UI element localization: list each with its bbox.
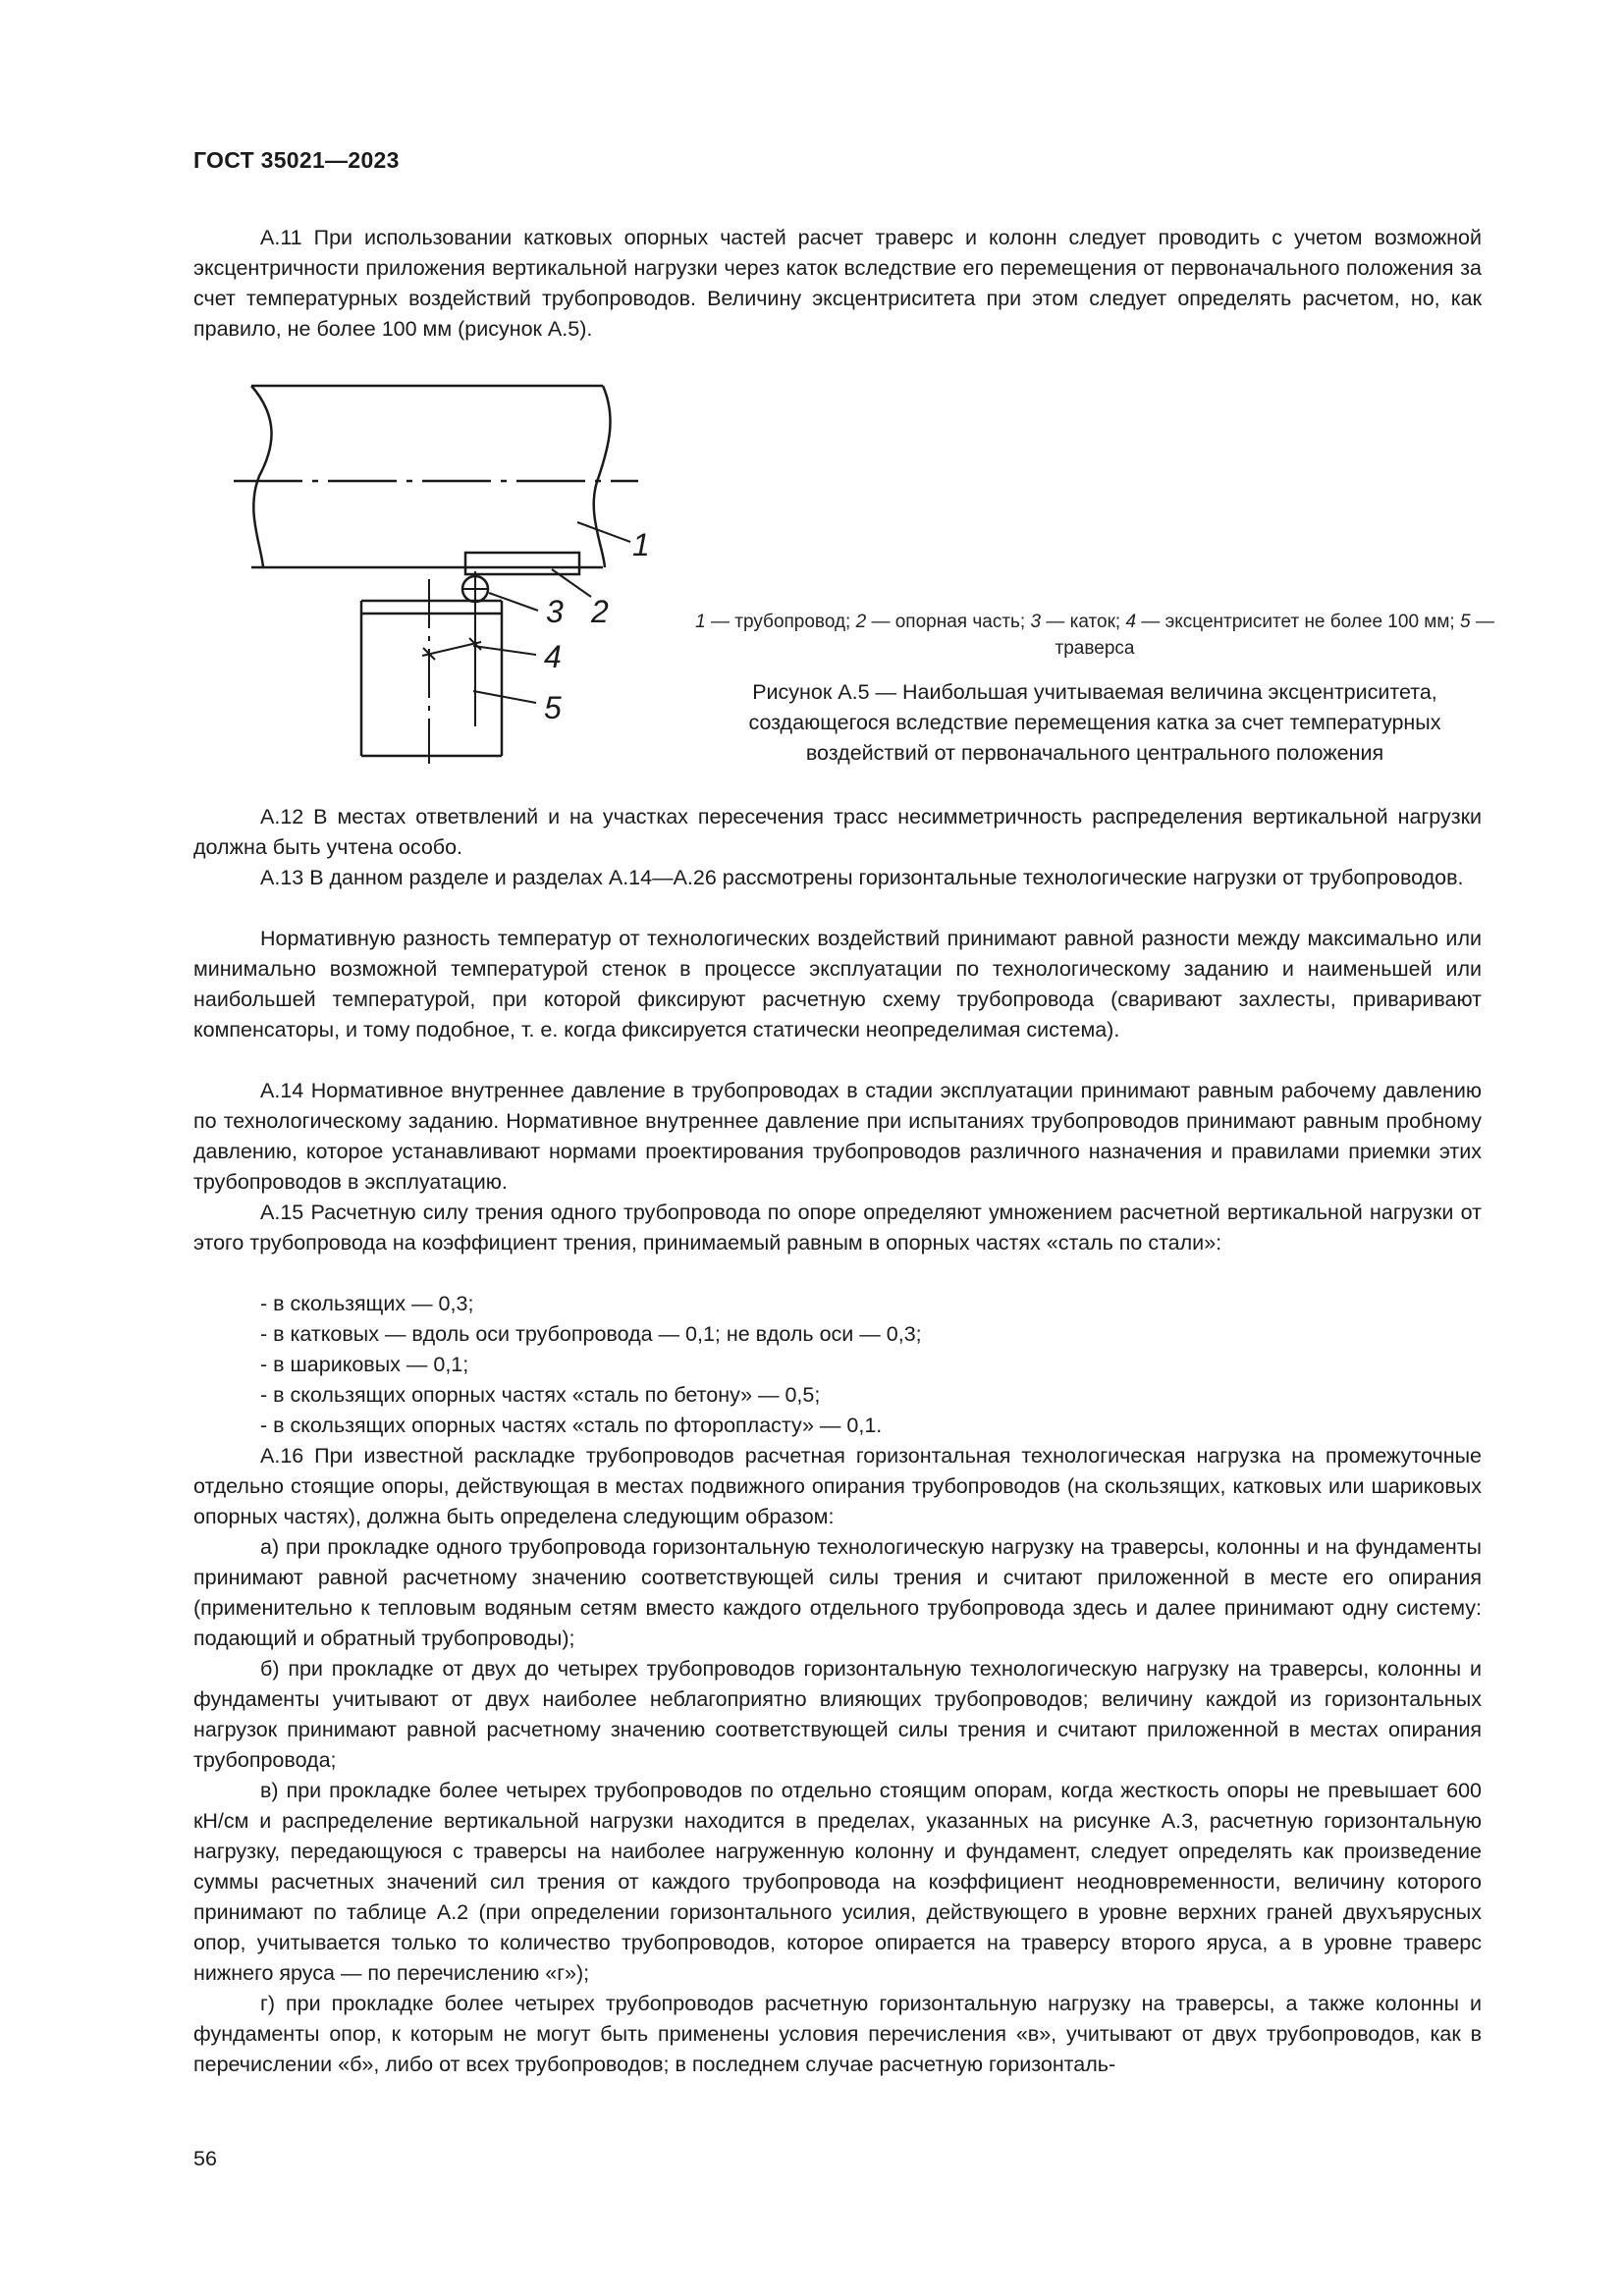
- eccentricity-dimension: [422, 642, 481, 656]
- paragraph-a16-a: а) при прокладке одного трубопровода горизонтальную технологическую нагрузку на траверсы, колонны и на фундаменты принимают равной расчетному значению соответствующей силы трения и считают приложенной в месте его опирания (применительно к тепловым водяным сетям вместо каждого отдельного трубопровода здесь и далее принимают одну систему: подающий и обратный трубопроводы);: [193, 1535, 1482, 1650]
- figure-label-3: 3: [546, 594, 564, 629]
- paragraph-a13: А.13 В данном разделе и разделах А.14—А.26 рассмотрены горизонтальные технологические нагрузки от трубопроводов.: [260, 866, 1464, 889]
- paragraph-a16-d: г) при прокладке более четырех трубопроводов расчетную горизонтальную нагрузку на траверсы, а также колонны и фундаменты опор, к которым не могут быть применены условия перечисления «в», учитывают от двух трубопроводов, как в перечислении «б», либо от всех трубопроводов; в последнем случае расчетную горизонталь-: [193, 1992, 1482, 2076]
- figure-legend: 1 — трубопровод; 2 — опорная часть; 3 — каток; 4 — эксцентриситет не более 100 мм; 5 — траверса: [695, 612, 1494, 659]
- paragraph-a16-b: б) при прокладке от двух до четырех трубопроводов горизонтальную технологическую нагрузку на траверсы, колонны и фундаменты учитывают от двух наиболее неблагоприятно влияющих трубопроводов; величину каждой из горизонтальных нагрузок принимают равной расчетному значению соответствующей силы трения и считают приложенной в местах опирания трубопровода;: [193, 1657, 1482, 1772]
- friction-list-item: - в скользящих опорных частях «сталь по фторопласту» — 0,1.: [260, 1414, 883, 1437]
- figure-label-1: 1: [632, 527, 650, 562]
- page-number: 56: [193, 2147, 217, 2170]
- leader-5: [473, 691, 536, 703]
- document-code-header: ГОСТ 35021—2023: [193, 147, 400, 173]
- friction-list-item: - в шариковых — 0,1;: [260, 1353, 469, 1376]
- figure-label-5: 5: [544, 690, 562, 725]
- pipe-left-break: [251, 386, 272, 567]
- friction-list-item: - в катковых — вдоль оси трубопровода — 0,1; не вдоль оси — 0,3;: [260, 1322, 922, 1346]
- support-plate: [465, 553, 579, 574]
- leader-1: [577, 522, 630, 542]
- figure-label-2: 2: [591, 594, 609, 629]
- figure-caption: Рисунок А.5 — Наибольшая учитываемая величина эксцентриситета, создающегося вследствие перемещения катка за счет температурных воздействий от первоначального центрального положения: [748, 680, 1441, 765]
- paragraph-a11: А.11 При использовании катковых опорных частей расчет траверс и колонн следует проводить с учетом возможной эксцентричности приложения вертикальной нагрузки через каток вследствие его перемещения от первоначального положения за счет температурных воздействий трубопроводов. Величину эксцентриситета при этом следует определять расчетом, но, как правило, не более 100 мм (рисунок А.5).: [193, 226, 1482, 341]
- paragraph-a15: А.15 Расчетную силу трения одного трубопровода по опоре определяют умножением расчетной вертикальной нагрузки от этого трубопровода на коэффициент трения, принимаемый равным в опорных частях «сталь по стали»:: [193, 1201, 1482, 1255]
- paragraph-a14: А.14 Нормативное внутреннее давление в трубопроводах в стадии эксплуатации принимают равным рабочему давлению по технологическому заданию. Нормативное внутреннее давление при испытаниях трубопроводов принимают равным пробному давлению, которое устанавливают нормами проектирования трубопроводов различного назначения и правилами приемки этих трубопроводов в эксплуатацию.: [193, 1079, 1482, 1194]
- figure-label-4: 4: [544, 639, 562, 674]
- paragraph-a13-continued: Нормативную разность температур от технологических воздействий принимают равной разности между максимально или минимально возможной температурой стенок в процессе эксплуатации по технологическому заданию и наименьшей или наибольшей температурой, при которой фиксируют расчетную схему трубопровода (сваривают захлесты, приваривают компенсаторы, и тому подобное, т. е. когда фиксируется статически неопределимая система).: [193, 927, 1482, 1041]
- friction-list-item: - в скользящих — 0,3;: [260, 1292, 474, 1315]
- friction-list-item: - в скользящих опорных частях «сталь по бетону» — 0,5;: [260, 1383, 821, 1407]
- paragraph-a12: А.12 В местах ответвлений и на участках пересечения трасс несимметричность распределения вертикальной нагрузки должна быть учтена особо.: [193, 805, 1482, 859]
- figure-a5-drawing: [226, 371, 658, 764]
- paragraph-a16-c: в) при прокладке более четырех трубопроводов по отдельно стоящим опорам, когда жесткость опоры не превышает 600 кН/см и распределение вертикальной нагрузки находится в пределах, указанных на рисунке А.3, расчетную горизонтальную нагрузку, передающуюся с траверсы на наиболее нагруженную колонну и фундамент, следует определять как произведение суммы расчетных значений сил трения от каждого трубопровода на коэффициент неодновременности, величину которого принимают по таблице А.2 (при определении горизонтального усилия, действующего в уровне верхних граней двухъярусных опор, учитывается только то количество трубопроводов, которое опирается на траверсу второго яруса, а в уровне траверс нижнего яруса — по перечислению «г»);: [193, 1779, 1482, 1985]
- paragraph-a16: А.16 При известной раскладке трубопроводов расчетная горизонтальная технологическая нагрузка на промежуточные отдельно стоящие опоры, действующая в местах подвижного опирания трубопроводов (на скользящих, катковых или шариковых опорных частях), должна быть определена следующим образом:: [193, 1444, 1482, 1528]
- pipe-right-break: [594, 386, 611, 567]
- leader-4: [473, 646, 536, 655]
